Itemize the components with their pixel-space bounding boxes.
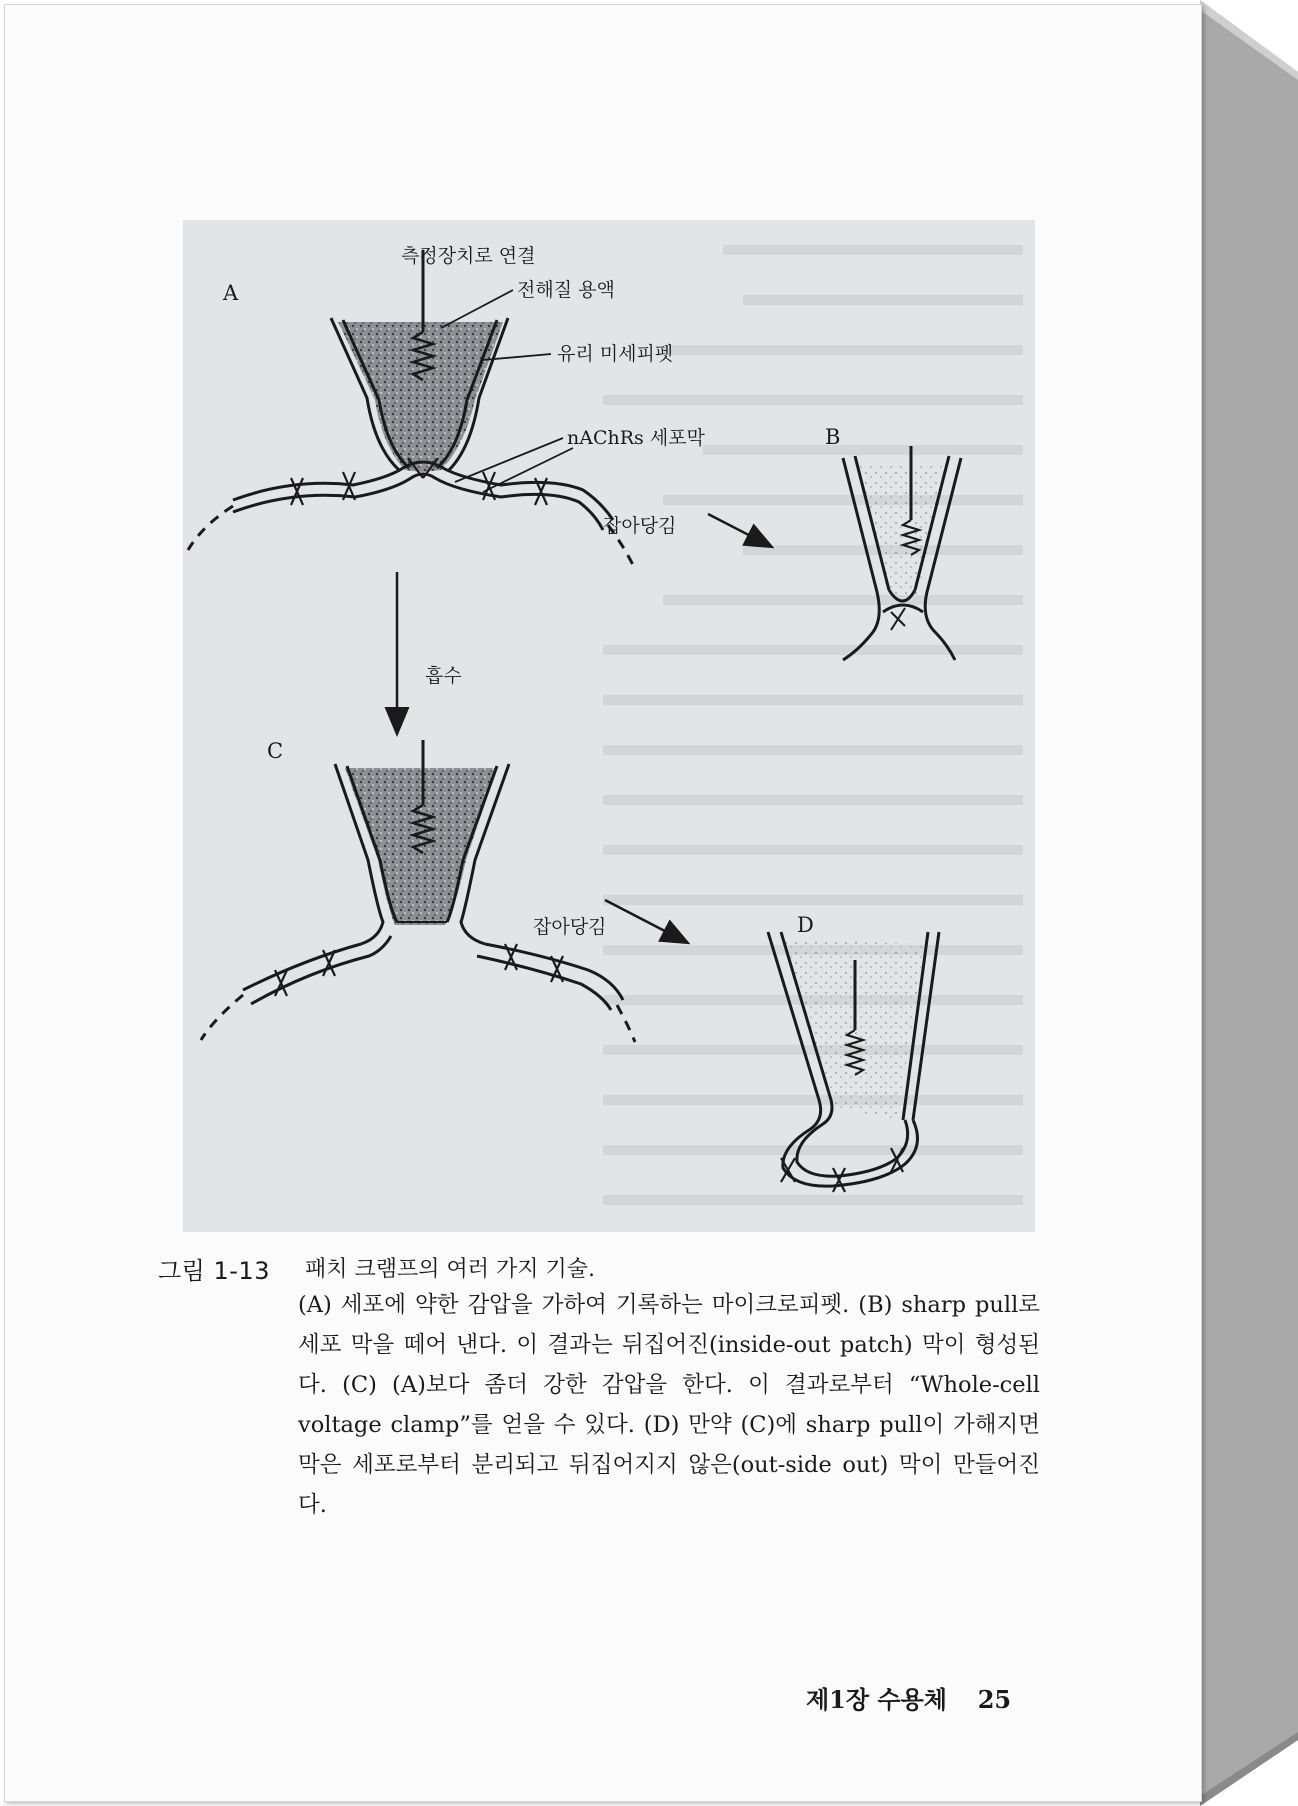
label-glass-micropipette: 유리 미세피펫	[557, 343, 674, 365]
patch-clamp-diagram	[183, 220, 1035, 1232]
panel-c-pipette	[201, 740, 635, 1042]
figure-title: 패치 크램프의 여러 가지 기술.	[305, 1257, 595, 1282]
label-pull-b: 잡아당김	[603, 515, 677, 537]
label-suction: 흡수	[425, 665, 462, 687]
panel-a-pipette	[331, 250, 508, 472]
page-number: 25	[977, 1685, 1012, 1714]
patch-clamp-figure	[183, 220, 1035, 1232]
panel-b-letter: B	[825, 425, 841, 449]
pull-arrow-c-to-d	[605, 900, 686, 942]
panel-a-letter: A	[223, 281, 239, 305]
label-pull-d: 잡아당김	[533, 916, 607, 938]
panel-d-letter: D	[797, 913, 814, 937]
panel-c-letter: C	[267, 739, 284, 763]
pull-arrow-a-to-b	[708, 514, 770, 546]
label-electrolyte: 전해질 용액	[517, 279, 615, 301]
book-page-edge	[1200, 0, 1298, 1806]
bleed-through-text	[603, 250, 1023, 1200]
label-connect-to-device: 측정장치로 연결	[401, 245, 536, 267]
page-footer	[806, 1680, 1011, 1715]
label-nachrs-membrane: nAChRs 세포막	[567, 427, 705, 449]
figure-caption: (A) 세포에 약한 감압을 가하여 기록하는 마이크로피펫. (B) sharp pull로 세포 막을 떼어 낸다. 이 결과는 뒤집어진(inside-out patch) 막이 형성된다. (C) (A)보다 좀더 강한 감압을 한다. 이 결과로부터 “Whole-cell voltage clamp”를 얻을 수 있다. (D) 만약 (C)에 sharp pull이 가해지면 막은 세포로부터 분리되고 뒤집어지지 않은(out-side out) 막이 만들어진다.	[298, 1292, 1040, 1518]
panel-a-membrane	[188, 458, 633, 565]
chapter-title: 제1장 수용체	[806, 1685, 947, 1714]
figure-number: 그림 1-13	[158, 1257, 270, 1285]
